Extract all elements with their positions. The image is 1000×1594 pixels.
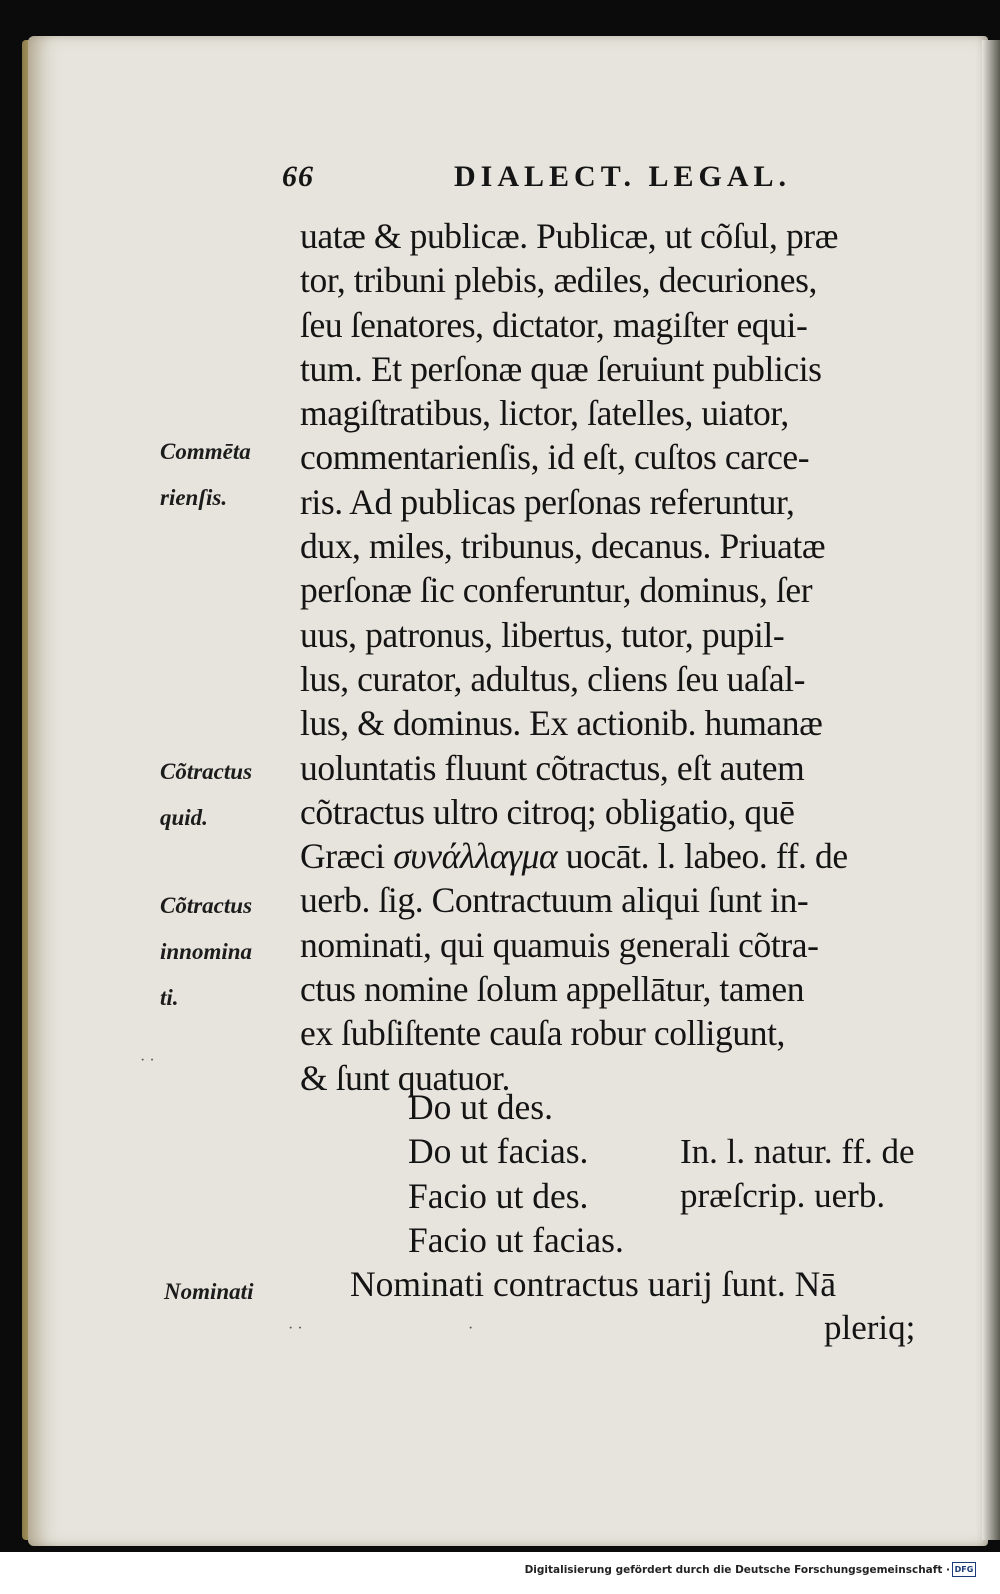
main-text-block <box>300 214 950 1100</box>
text-line: magiſtratibus, lictor, ſatelles, uiator, <box>300 393 789 434</box>
text-line: ſeu ſenatores, dictator, magiſter equi- <box>300 304 808 345</box>
marginal-note-line: Commēta <box>160 439 251 464</box>
page-right-shadow <box>982 40 1000 1540</box>
text-line: tum. Et perſonæ quæ ſeruiunt publicis <box>300 348 822 389</box>
text-line: commentarienſis, id eſt, cuſtos carce- <box>300 437 810 478</box>
folio-number: 66 <box>282 160 314 193</box>
text-line: uatæ & publicæ. Publicæ, ut cõſul, præ <box>300 216 838 256</box>
ink-speck: · <box>468 1320 474 1337</box>
ink-speck: · · <box>140 1052 155 1069</box>
text-line: ex ſubſiſtente cauſa robur colligunt, <box>300 1013 786 1054</box>
ink-speck: · · <box>288 1320 303 1337</box>
text-line: tor, tribuni plebis, ædiles, decuriones, <box>300 260 817 301</box>
text-line: uoluntatis fluunt cõtractus, eſt autem <box>300 747 805 788</box>
reference-line: In. l. natur. ff. de <box>680 1132 915 1171</box>
greek-word: συνάλλαγμα <box>393 836 558 877</box>
marginal-note-line: innomina <box>160 939 253 964</box>
marginal-note-line: quid. <box>160 805 208 830</box>
text-line: uus, patronus, libertus, tutor, pupil- <box>300 614 785 655</box>
text-line: nominati, qui quamuis generali cõtra- <box>300 924 819 965</box>
legal-reference <box>680 1130 950 1219</box>
dfg-logo-icon: DFG <box>952 1562 976 1577</box>
text-line: uerb. ſig. Contractuum aliqui ſunt in- <box>300 880 809 921</box>
reference-line: præſcrip. uerb. <box>680 1176 886 1216</box>
marginal-note-contractus-innominati <box>160 886 252 1024</box>
text-line: & ſunt quatuor. <box>300 1057 510 1098</box>
list-item: Facio ut facias. <box>408 1219 624 1260</box>
text-line: ctus nomine ſolum appellātur, tamen <box>300 969 805 1010</box>
marginal-note-nominati <box>164 1272 253 1318</box>
list-item: Facio ut des. <box>408 1175 589 1216</box>
text-line: cõtractus ultro citroq; obligatio, quē <box>300 791 795 832</box>
text-line-greek <box>300 834 950 878</box>
list-item: Do ut facias. <box>408 1131 589 1172</box>
text-fragment: Græci <box>300 836 385 877</box>
running-head: DIALECT. LEGAL. <box>454 160 792 193</box>
marginal-note-contractus-quid <box>160 752 252 844</box>
list-item: Do ut des. <box>408 1087 553 1127</box>
text-line: perſonæ ſic conferuntur, dominus, ſer <box>300 570 813 611</box>
text-line: lus, & dominus. Ex actionib. humanæ <box>300 703 823 744</box>
catchword: pleriq; <box>824 1308 916 1347</box>
text-line: dux, miles, tribunus, decanus. Priuatæ <box>300 526 826 567</box>
marginal-note-line: rienſis. <box>160 485 228 510</box>
digitization-footer <box>0 1552 1000 1594</box>
text-line-last: Nominati contractus uarij ſunt. Nā <box>350 1264 837 1304</box>
text-fragment: uocāt. l. labeo. ff. de <box>565 836 848 877</box>
page-header <box>282 160 842 200</box>
marginal-note-line: Cõtractus <box>160 759 253 784</box>
marginal-note-line: Nominati <box>164 1279 254 1304</box>
marginal-note-line: ti. <box>160 985 179 1010</box>
funding-credit: Digitalisierung gefördert durch die Deutsche Forschungsgemeinschaft · <box>524 1564 950 1576</box>
text-line: ris. Ad publicas perſonas referuntur, <box>300 481 795 522</box>
text-line: lus, curator, adultus, cliens ſeu uaſal- <box>300 658 806 699</box>
marginal-note-line: Cõtractus <box>160 893 253 918</box>
marginal-note-commentariensis <box>160 432 251 524</box>
